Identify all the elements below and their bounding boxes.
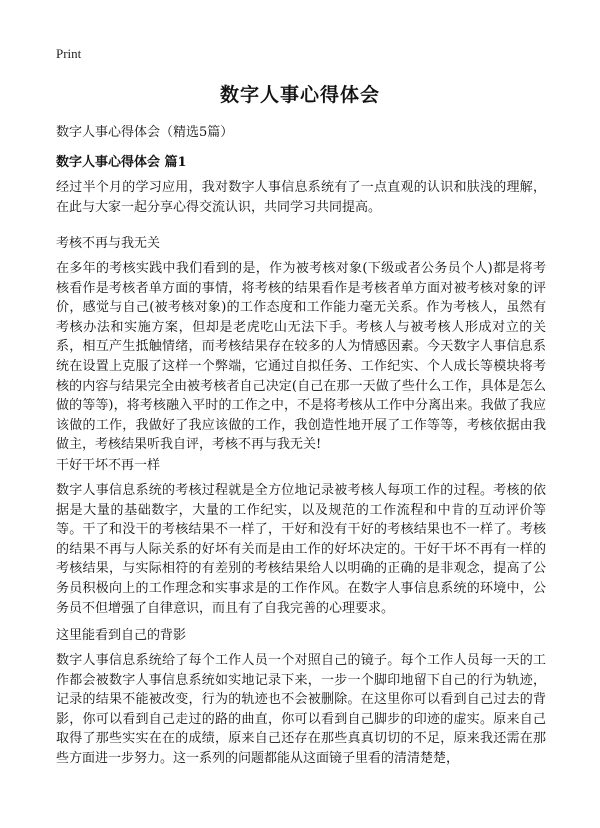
section-body-performance: 数字人事信息系统的考核过程就是全方位地记录被考核人每项工作的过程。考核的依据是大量的基础数字，大量的工作纪实，以及规范的工作流程和中肯的互动评价等等。干了和没干的考核结果不一样了，干好和没有干好的考核结果也不一样了。考核的结果不再与人际关系的好坏有关而是由工作的好坏决定的。干好干坏不再有一样的考核结果，与实际相符的有差别的考核结果给人以明确的正确的是非观念，提高了公务员积极向上的工作理念和实事求是的工作作风。在数字人事信息系统的环境中，公务员不但增强了自律意识，而且有了自我完善的心理要求。 xyxy=(56,483,546,616)
page-title: 数字人事心得体会 xyxy=(219,84,380,106)
section-heading-assessment: 考核不再与我无关 xyxy=(56,236,161,251)
print-link[interactable]: Print xyxy=(56,46,82,61)
section-body-reflection: 数字人事信息系统给了每个工作人员一个对照自己的镜子。每个工作人员每一天的工作都会被数字人事信息系统如实地记录下来，一步一个脚印地留下自己的行为轨迹，记录的结果不能被改变，行为的轨迹也不会被删除。在这里你可以看到自己过去的背影，你可以看到自己走过的路的曲直，你可以看到自己脚步的印迹的虚实。原来自己取得了那些实实在在的成绩，原来自己还存在那些真真切切的不足，原来我还需在那些方面进一步努力。这一系列的问题都能从这面镜子里看的清清楚楚， xyxy=(56,653,546,766)
section-heading-performance: 干好干坏不再一样 xyxy=(56,458,161,473)
document-subtitle: 数字人事心得体会（精选5篇） xyxy=(56,125,234,140)
section-body-assessment: 在多年的考核实践中我们看到的是，作为被考核对象(下级或者公务员个人)都是将考核看作是考核者单方面的事情，将考核的结果看作是考核者单方面对被考核对象的评价，感觉与自己(被考核对象)的工作态度和工作能力毫无关系。作为考核人，虽然有考核办法和实施方案，但却是老虎吃山无法下手。考核人与被考核人形成对立的关系，相互产生抵触情绪，而考核结果存在较多的人为情感因素。今天数字人事信息系统在设置上克服了这样一个弊端，它通过自拟任务、工作纪实、个人成长等模块将考核的内容与结果完全由被考核者自己决定(自己在那一天做了些什么工作，具体是怎么做的等等)，将考核融入平时的工作之中，不是将考核从工作中分离出来。我做了我应该做的工作，我做好了我应该做的工作，我创造性地开展了工作等等，考核依据由我做主，考核结果听我自评，考核不再与我无关! xyxy=(56,261,546,453)
section-heading-reflection: 这里能看到自己的背影 xyxy=(56,628,187,643)
intro-paragraph: 经过半个月的学习应用，我对数字人事信息系统有了一点直观的认识和肤浅的理解，在此与大家一起分享心得交流认识，共同学习共同提高。 xyxy=(56,180,546,215)
article-heading: 数字人事心得体会 篇1 xyxy=(56,155,187,170)
